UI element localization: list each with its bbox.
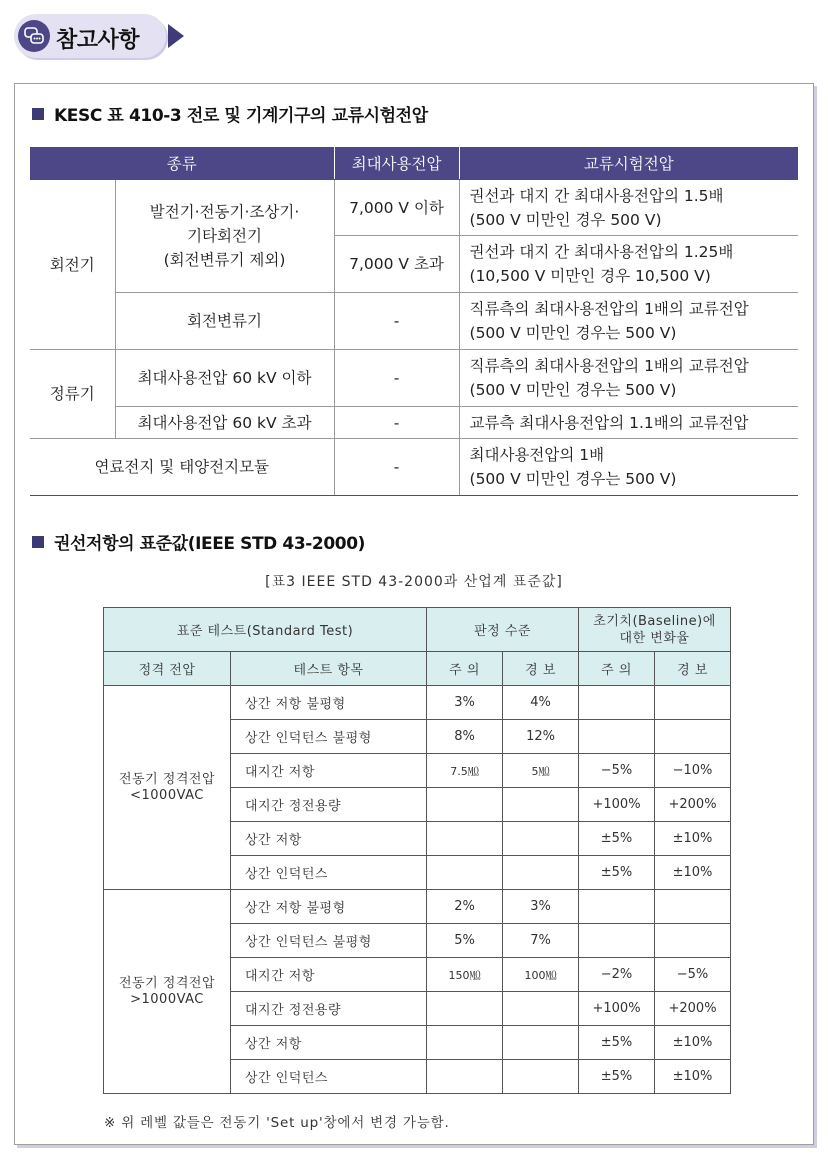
head-caution: 주 의 xyxy=(427,652,503,686)
value-cell: ±10% xyxy=(655,1026,731,1060)
value-cell xyxy=(427,822,503,856)
voltage-gt-7000: 7,000 V 초과 xyxy=(334,236,459,293)
test-le-7000: 권선과 대지 간 최대사용전압의 1.5배 (500 V 미만인 경우 500 V) xyxy=(459,180,798,236)
test-voltage-table xyxy=(30,147,798,496)
value-cell: −5% xyxy=(579,754,655,788)
value-cell: ±5% xyxy=(579,856,655,890)
test-fuel-solar: 최대사용전압의 1배 (500 V 미만인 경우는 500 V) xyxy=(459,439,798,496)
value-cell xyxy=(503,822,579,856)
value-cell: ±5% xyxy=(579,1026,655,1060)
value-cell: ±10% xyxy=(655,856,731,890)
voltage-le-7000: 7,000 V 이하 xyxy=(334,180,459,236)
test-rect-le-60: 직류측의 최대사용전압의 1배의 교류전압 (500 V 미만인 경우는 500 V) xyxy=(459,350,798,407)
rect-le-60-label: 최대사용전압 60 kV 이하 xyxy=(115,350,334,407)
test-item-cell: 대지간 저항 xyxy=(231,958,427,992)
test-item-cell: 상간 저항 xyxy=(231,1026,427,1060)
value-cell xyxy=(579,890,655,924)
section1-title xyxy=(32,101,428,126)
dash-cell: - xyxy=(334,407,459,439)
value-cell: 5% xyxy=(427,924,503,958)
value-cell: ±10% xyxy=(655,822,731,856)
value-cell: 12% xyxy=(503,720,579,754)
section2-title xyxy=(32,529,365,554)
value-cell: −10% xyxy=(655,754,731,788)
value-cell: 7% xyxy=(503,924,579,958)
value-cell: 7.5㏁ xyxy=(427,754,503,788)
value-cell xyxy=(655,890,731,924)
fuel-solar-label: 연료전지 및 태양전지모듈 xyxy=(30,439,334,496)
rect-gt-60-label: 최대사용전압 60 kV 초과 xyxy=(115,407,334,439)
head-standard-test: 표준 테스트(Standard Test) xyxy=(104,608,427,652)
test-item-cell: 상간 인덕턴스 불평형 xyxy=(231,924,427,958)
test-rotary: 직류측의 최대사용전압의 1배의 교류전압 (500 V 미만인 경우는 500 V) xyxy=(459,293,798,350)
value-cell: 4% xyxy=(503,686,579,720)
value-cell xyxy=(427,992,503,1026)
value-cell: ±5% xyxy=(579,822,655,856)
value-cell xyxy=(427,788,503,822)
arrow-right-icon xyxy=(168,24,184,48)
col-test-voltage: 교류시험전압 xyxy=(459,147,798,180)
test-item-cell: 상간 인덕턴스 xyxy=(231,1060,427,1094)
value-cell: −5% xyxy=(655,958,731,992)
head-baseline: 초기치(Baseline)에 대한 변화율 xyxy=(579,608,731,652)
value-cell xyxy=(579,924,655,958)
head-alarm: 경 보 xyxy=(655,652,731,686)
dash-cell: - xyxy=(334,350,459,407)
footnote: ※ 위 레벨 값들은 전동기 'Set up'창에서 변경 가능함. xyxy=(104,1115,450,1131)
table-row xyxy=(104,686,731,720)
rated-voltage-group: 전동기 정격전압 <1000VAC xyxy=(104,686,231,890)
head-alarm: 경 보 xyxy=(503,652,579,686)
group-rectifier: 정류기 xyxy=(30,350,115,439)
value-cell xyxy=(427,856,503,890)
test-gt-7000: 권선과 대지 간 최대사용전압의 1.25배 (10,500 V 미만인 경우 10,500 V) xyxy=(459,236,798,293)
rotary-converter-label: 회전변류기 xyxy=(115,293,334,350)
test-item-cell: 대지간 정전용량 xyxy=(231,788,427,822)
value-cell: 2% xyxy=(427,890,503,924)
value-cell: +200% xyxy=(655,992,731,1026)
square-bullet-icon xyxy=(32,108,44,120)
square-bullet-icon xyxy=(32,536,44,548)
table-caption: [표3 IEEE STD 43-2000과 산업계 표준값] xyxy=(265,574,563,590)
head-rated-voltage: 정격 전압 xyxy=(104,652,231,686)
winding-resistance-table xyxy=(103,607,731,1094)
page-title: 참고사항 xyxy=(56,28,140,53)
value-cell: ±5% xyxy=(579,1060,655,1094)
value-cell xyxy=(427,1026,503,1060)
test-item-cell: 상간 저항 불평형 xyxy=(231,890,427,924)
section2-title-text: 권선저항의 표준값(IEEE STD 43-2000) xyxy=(54,534,366,554)
value-cell xyxy=(655,686,731,720)
value-cell: 5㏁ xyxy=(503,754,579,788)
group-rotating: 회전기 xyxy=(30,180,115,350)
value-cell: +100% xyxy=(579,788,655,822)
test-item-cell: 상간 인덕턴스 xyxy=(231,856,427,890)
value-cell xyxy=(427,1060,503,1094)
table-body xyxy=(104,686,731,1094)
test-item-cell: 상간 저항 xyxy=(231,822,427,856)
value-cell xyxy=(655,924,731,958)
value-cell: 8% xyxy=(427,720,503,754)
value-cell xyxy=(579,686,655,720)
col-max-voltage: 최대사용전압 xyxy=(334,147,459,180)
value-cell: 100㏁ xyxy=(503,958,579,992)
test-item-cell: 상간 저항 불평형 xyxy=(231,686,427,720)
value-cell xyxy=(503,992,579,1026)
value-cell: +100% xyxy=(579,992,655,1026)
value-cell: 150㏁ xyxy=(427,958,503,992)
value-cell xyxy=(503,1026,579,1060)
value-cell xyxy=(503,788,579,822)
dash-cell: - xyxy=(334,293,459,350)
section-tag xyxy=(14,14,174,60)
chat-bubbles-icon xyxy=(18,20,50,52)
value-cell xyxy=(503,1060,579,1094)
test-item-cell: 상간 인덕턴스 불평형 xyxy=(231,720,427,754)
dash-cell: - xyxy=(334,439,459,496)
rated-voltage-group: 전동기 정격전압 >1000VAC xyxy=(104,890,231,1094)
head-judgment: 판정 수준 xyxy=(427,608,579,652)
table-row xyxy=(104,890,731,924)
col-type: 종류 xyxy=(30,147,334,180)
value-cell: +200% xyxy=(655,788,731,822)
head-caution: 주 의 xyxy=(579,652,655,686)
value-cell xyxy=(503,856,579,890)
test-item-cell: 대지간 저항 xyxy=(231,754,427,788)
value-cell: 3% xyxy=(427,686,503,720)
test-item-cell: 대지간 정전용량 xyxy=(231,992,427,1026)
head-test-item: 테스트 항목 xyxy=(231,652,427,686)
value-cell: −2% xyxy=(579,958,655,992)
value-cell: 3% xyxy=(503,890,579,924)
value-cell xyxy=(579,720,655,754)
test-rect-gt-60: 교류측 최대사용전압의 1.1배의 교류전압 xyxy=(459,407,798,439)
value-cell: ±10% xyxy=(655,1060,731,1094)
section1-title-text: KESC 표 410-3 전로 및 기계기구의 교류시험전압 xyxy=(54,106,428,126)
value-cell xyxy=(655,720,731,754)
gen-motor-label: 발전기·전동기·조상기· 기타회전기 (회전변류기 제외) xyxy=(115,180,334,293)
